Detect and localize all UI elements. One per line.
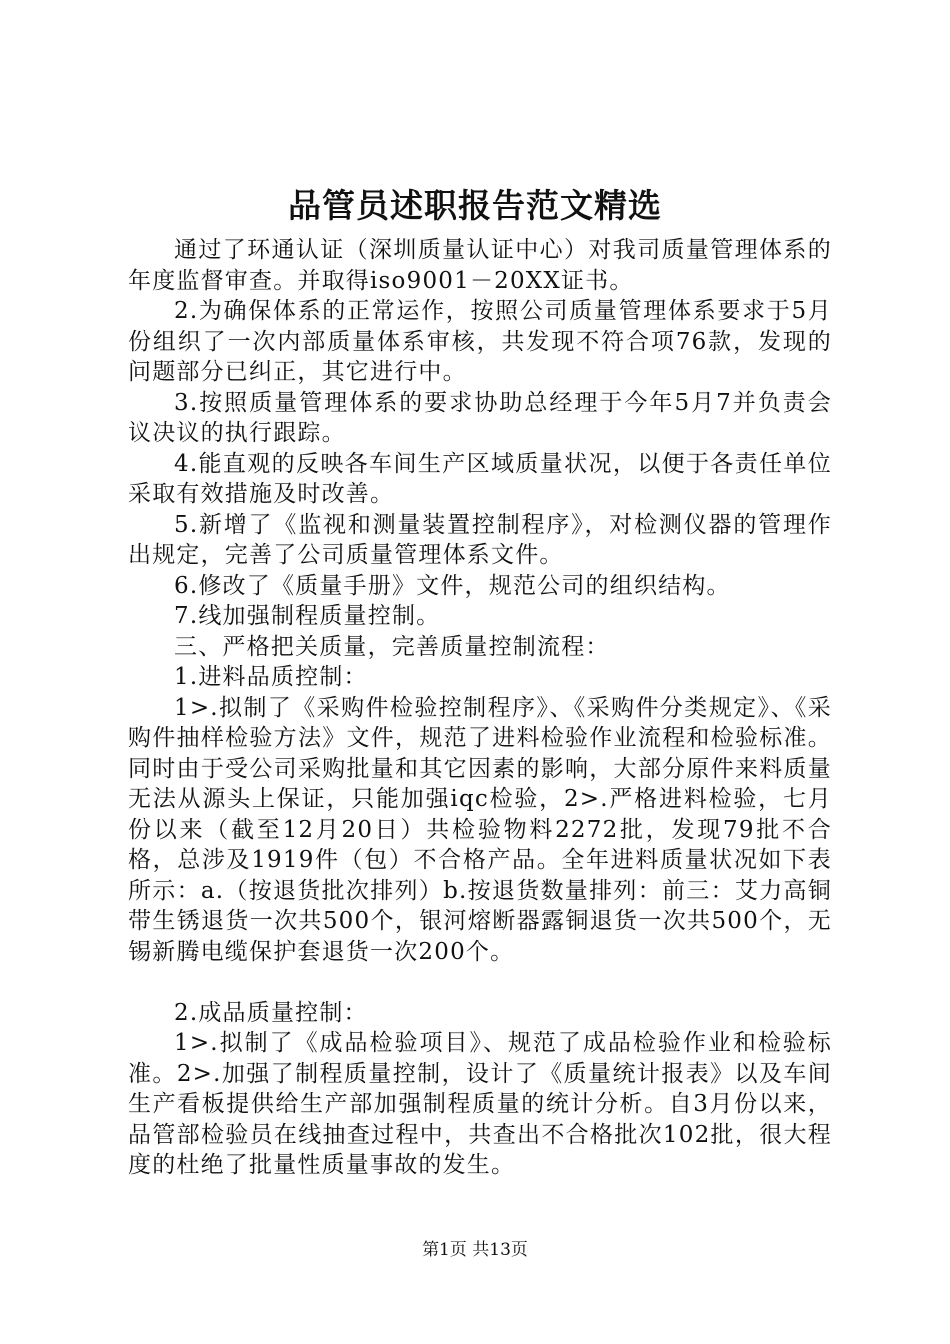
paragraph-finished-inspection: 1>.拟制了《成品检验项目》、规范了成品检验作业和检验标准。2>.加强了制程质量控制，设计了《质量统计报表》以及车间生产看板提供给生产部加强制程质量的统计分析。自3月份以来，品管部检验员在线抽查过程中，共查出不合格批次102批，很大程度的杜绝了批量性质量事故的发生。 — [128, 1030, 832, 1178]
paragraph-item-6: 6.修改了《质量手册》文件，规范公司的组织结构。 — [174, 572, 731, 599]
paragraph-item-7: 7.线加强制程质量控制。 — [174, 603, 441, 629]
paragraph-item-2: 2.为确保体系的正常运作，按照公司质量管理体系要求于5月份组织了一次内部质量体系审核，共发现不符合项76款，发现的问题部分已纠正，其它进行中。 — [128, 298, 832, 385]
paragraph-item-4: 4.能直观的反映各车间生产区域质量状况，以便于各责任单位采取有效措施及时改善。 — [128, 450, 832, 507]
subheading-finished-quality: 2.成品质量控制： — [174, 999, 368, 1026]
paragraph-incoming-inspection: 1>.拟制了《采购件检验控制程序》、《采购件分类规定》、《采购件抽样检验方法》文件，规范了进料检验作业流程和检验标准。同时由于受公司采购批量和其它因素的影响，大部分原件来料质量无法从源头上保证，只能加强iqc检验，2>.严格进料检验，七月份以来（截至12月20日）共检验物料2272批，发现79批不合格，总涉及1919件（包）不合格产品。全年进料质量状况如下表所示：a.（按退货批次排列）b.按退货数量排列：前三：艾力高铜带生锈退货一次共500个，银河熔断器露铜退货一次共500个，无锡新腾电缆保护套退货一次200个。 — [128, 694, 832, 965]
document-body — [128, 235, 832, 1181]
page-footer: 第1页 共13页 — [422, 1240, 528, 1260]
blank-line — [128, 967, 832, 998]
document-title: 品管员述职报告范文精选 — [288, 186, 662, 225]
paragraph-certification: 通过了环通认证（深圳质量认证中心）对我司质量管理体系的年度监督审查。并取得iso9001－20XX证书。 — [128, 237, 832, 294]
section-heading-3: 三、严格把关质量，完善质量控制流程： — [174, 633, 610, 660]
paragraph-item-3: 3.按照质量管理体系的要求协助总经理于今年5月7并负责会议决议的执行跟踪。 — [128, 389, 832, 446]
subheading-incoming-quality: 1.进料品质控制： — [174, 664, 368, 690]
paragraph-item-5: 5.新增了《监视和测量装置控制程序》，对检测仪器的管理作出规定，完善了公司质量管理体系文件。 — [128, 511, 832, 568]
